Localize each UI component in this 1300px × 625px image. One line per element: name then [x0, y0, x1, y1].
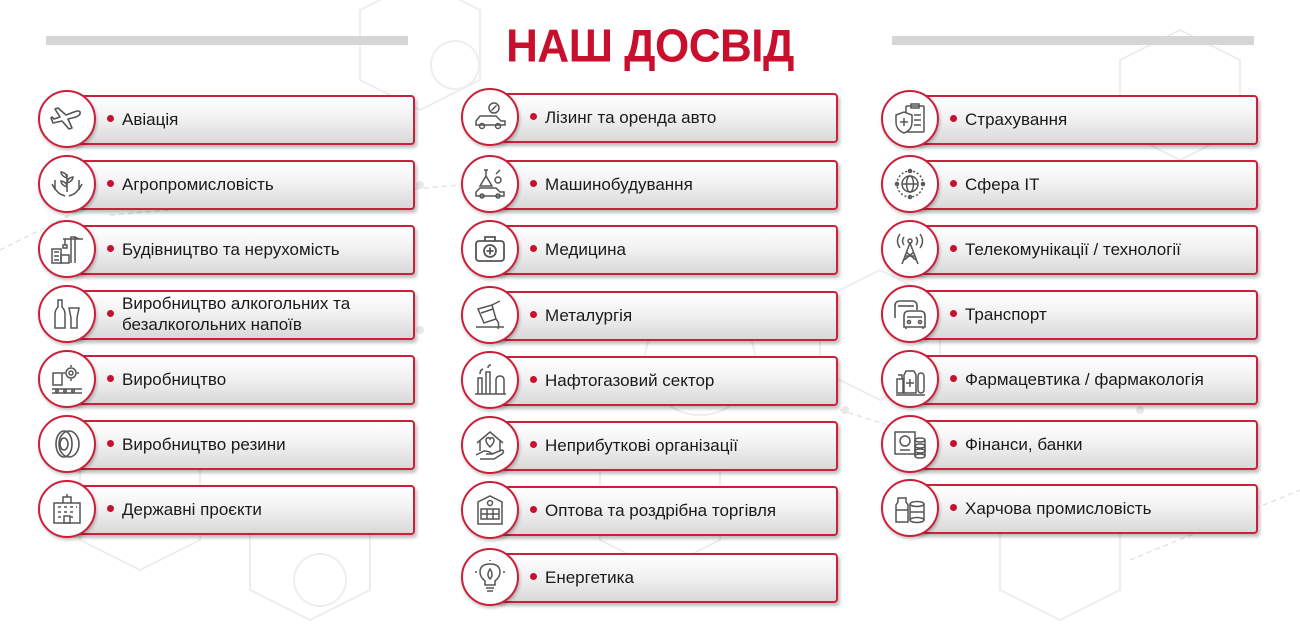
- industry-item-pharma: [881, 350, 1256, 410]
- shop-icon: [461, 481, 519, 539]
- bullet-dot: [107, 375, 114, 382]
- item-label: Державні проєкти: [122, 499, 262, 519]
- bullet-dot: [530, 311, 537, 318]
- antenna-tower-icon: [881, 220, 939, 278]
- government-building-icon: [38, 480, 96, 538]
- item-label: Виробництво резини: [122, 434, 286, 454]
- bullet-dot: [530, 376, 537, 383]
- bullet-dot: [107, 245, 114, 252]
- item-label: Енергетика: [545, 567, 634, 587]
- car-percent-icon: [461, 88, 519, 146]
- industry-item-aviation: [38, 90, 413, 150]
- industry-item-telecom: [881, 220, 1256, 280]
- vehicles-icon: [881, 285, 939, 343]
- ladle-icon: [461, 286, 519, 344]
- item-label: Металургія: [545, 305, 633, 325]
- crane-icon: [38, 220, 96, 278]
- industry-item-government: [38, 480, 413, 540]
- industry-item-insurance: [881, 90, 1256, 150]
- industry-item-leasing: [461, 88, 836, 148]
- bullet-dot: [950, 115, 957, 122]
- bullet-dot: [530, 506, 537, 513]
- industry-item-food: [881, 479, 1256, 539]
- industry-item-rubber: [38, 415, 413, 475]
- industry-item-construction: [38, 220, 413, 280]
- industry-item-manufacturing: [38, 350, 413, 410]
- item-label: Транспорт: [965, 304, 1047, 324]
- bullet-dot: [107, 180, 114, 187]
- bullet-dot: [107, 310, 114, 317]
- industry-item-nonprofit: [461, 416, 836, 476]
- page-title: НАШ ДОСВІД: [506, 20, 794, 73]
- item-label: Страхування: [965, 109, 1068, 129]
- industry-item-medicine: [461, 220, 836, 280]
- medical-kit-icon: [461, 220, 519, 278]
- food-cans-icon: [881, 479, 939, 537]
- bullet-dot: [950, 440, 957, 447]
- industry-item-agro: [38, 155, 413, 215]
- item-label: Оптова та роздрібна торгівля: [545, 500, 777, 520]
- bullet-dot: [950, 504, 957, 511]
- bullet-dot: [530, 441, 537, 448]
- machinery-icon: [461, 155, 519, 213]
- bullet-dot: [530, 245, 537, 252]
- item-label: Медицина: [545, 239, 626, 259]
- item-label: Сфера IT: [965, 174, 1040, 194]
- item-label: Харчова промисловість: [965, 498, 1152, 518]
- bullet-dot: [950, 375, 957, 382]
- factory-gear-icon: [38, 350, 96, 408]
- bottles-icon: [38, 285, 96, 343]
- globe-network-icon: [881, 155, 939, 213]
- heart-house-icon: [461, 416, 519, 474]
- bullet-dot: [950, 245, 957, 252]
- pharmacy-icon: [881, 350, 939, 408]
- bullet-dot: [530, 113, 537, 120]
- industry-item-machinery: [461, 155, 836, 215]
- bullet-dot: [107, 440, 114, 447]
- item-label: Авіація: [122, 109, 179, 129]
- industry-item-transport: [881, 285, 1256, 345]
- bullet-dot: [107, 115, 114, 122]
- industry-item-metallurgy: [461, 286, 836, 346]
- bullet-dot: [950, 310, 957, 317]
- item-label: Агропромисловість: [122, 174, 274, 194]
- finance-coins-icon: [881, 415, 939, 473]
- insurance-shield-icon: [881, 90, 939, 148]
- industry-item-it: [881, 155, 1256, 215]
- item-label: Машинобудування: [545, 174, 693, 194]
- item-label: Виробництво: [122, 369, 227, 389]
- industry-item-energy: [461, 548, 836, 608]
- refinery-icon: [461, 351, 519, 409]
- item-label: Телекомунікації / технології: [965, 239, 1181, 259]
- bullet-dot: [107, 505, 114, 512]
- bullet-dot: [530, 573, 537, 580]
- lightbulb-icon: [461, 548, 519, 606]
- tire-icon: [38, 415, 96, 473]
- industry-item-beverages: [38, 285, 413, 345]
- industry-item-oil-gas: [461, 351, 836, 411]
- item-label: Лізинг та оренда авто: [545, 107, 717, 127]
- item-label: Неприбуткові організації: [545, 435, 738, 455]
- item-label: Фінанси, банки: [965, 434, 1083, 454]
- bullet-dot: [530, 180, 537, 187]
- industry-item-trade: [461, 481, 836, 541]
- item-label: Виробництво алкогольних та безалкогольних напоїв: [122, 294, 351, 334]
- airplane-icon: [38, 90, 96, 148]
- industry-item-finance: [881, 415, 1256, 475]
- item-label: Фармацевтика / фармакологія: [965, 369, 1204, 389]
- bullet-dot: [950, 180, 957, 187]
- item-label: Будівництво та нерухомість: [122, 239, 340, 259]
- item-label: Нафтогазовий сектор: [545, 370, 715, 390]
- plant-in-hands-icon: [38, 155, 96, 213]
